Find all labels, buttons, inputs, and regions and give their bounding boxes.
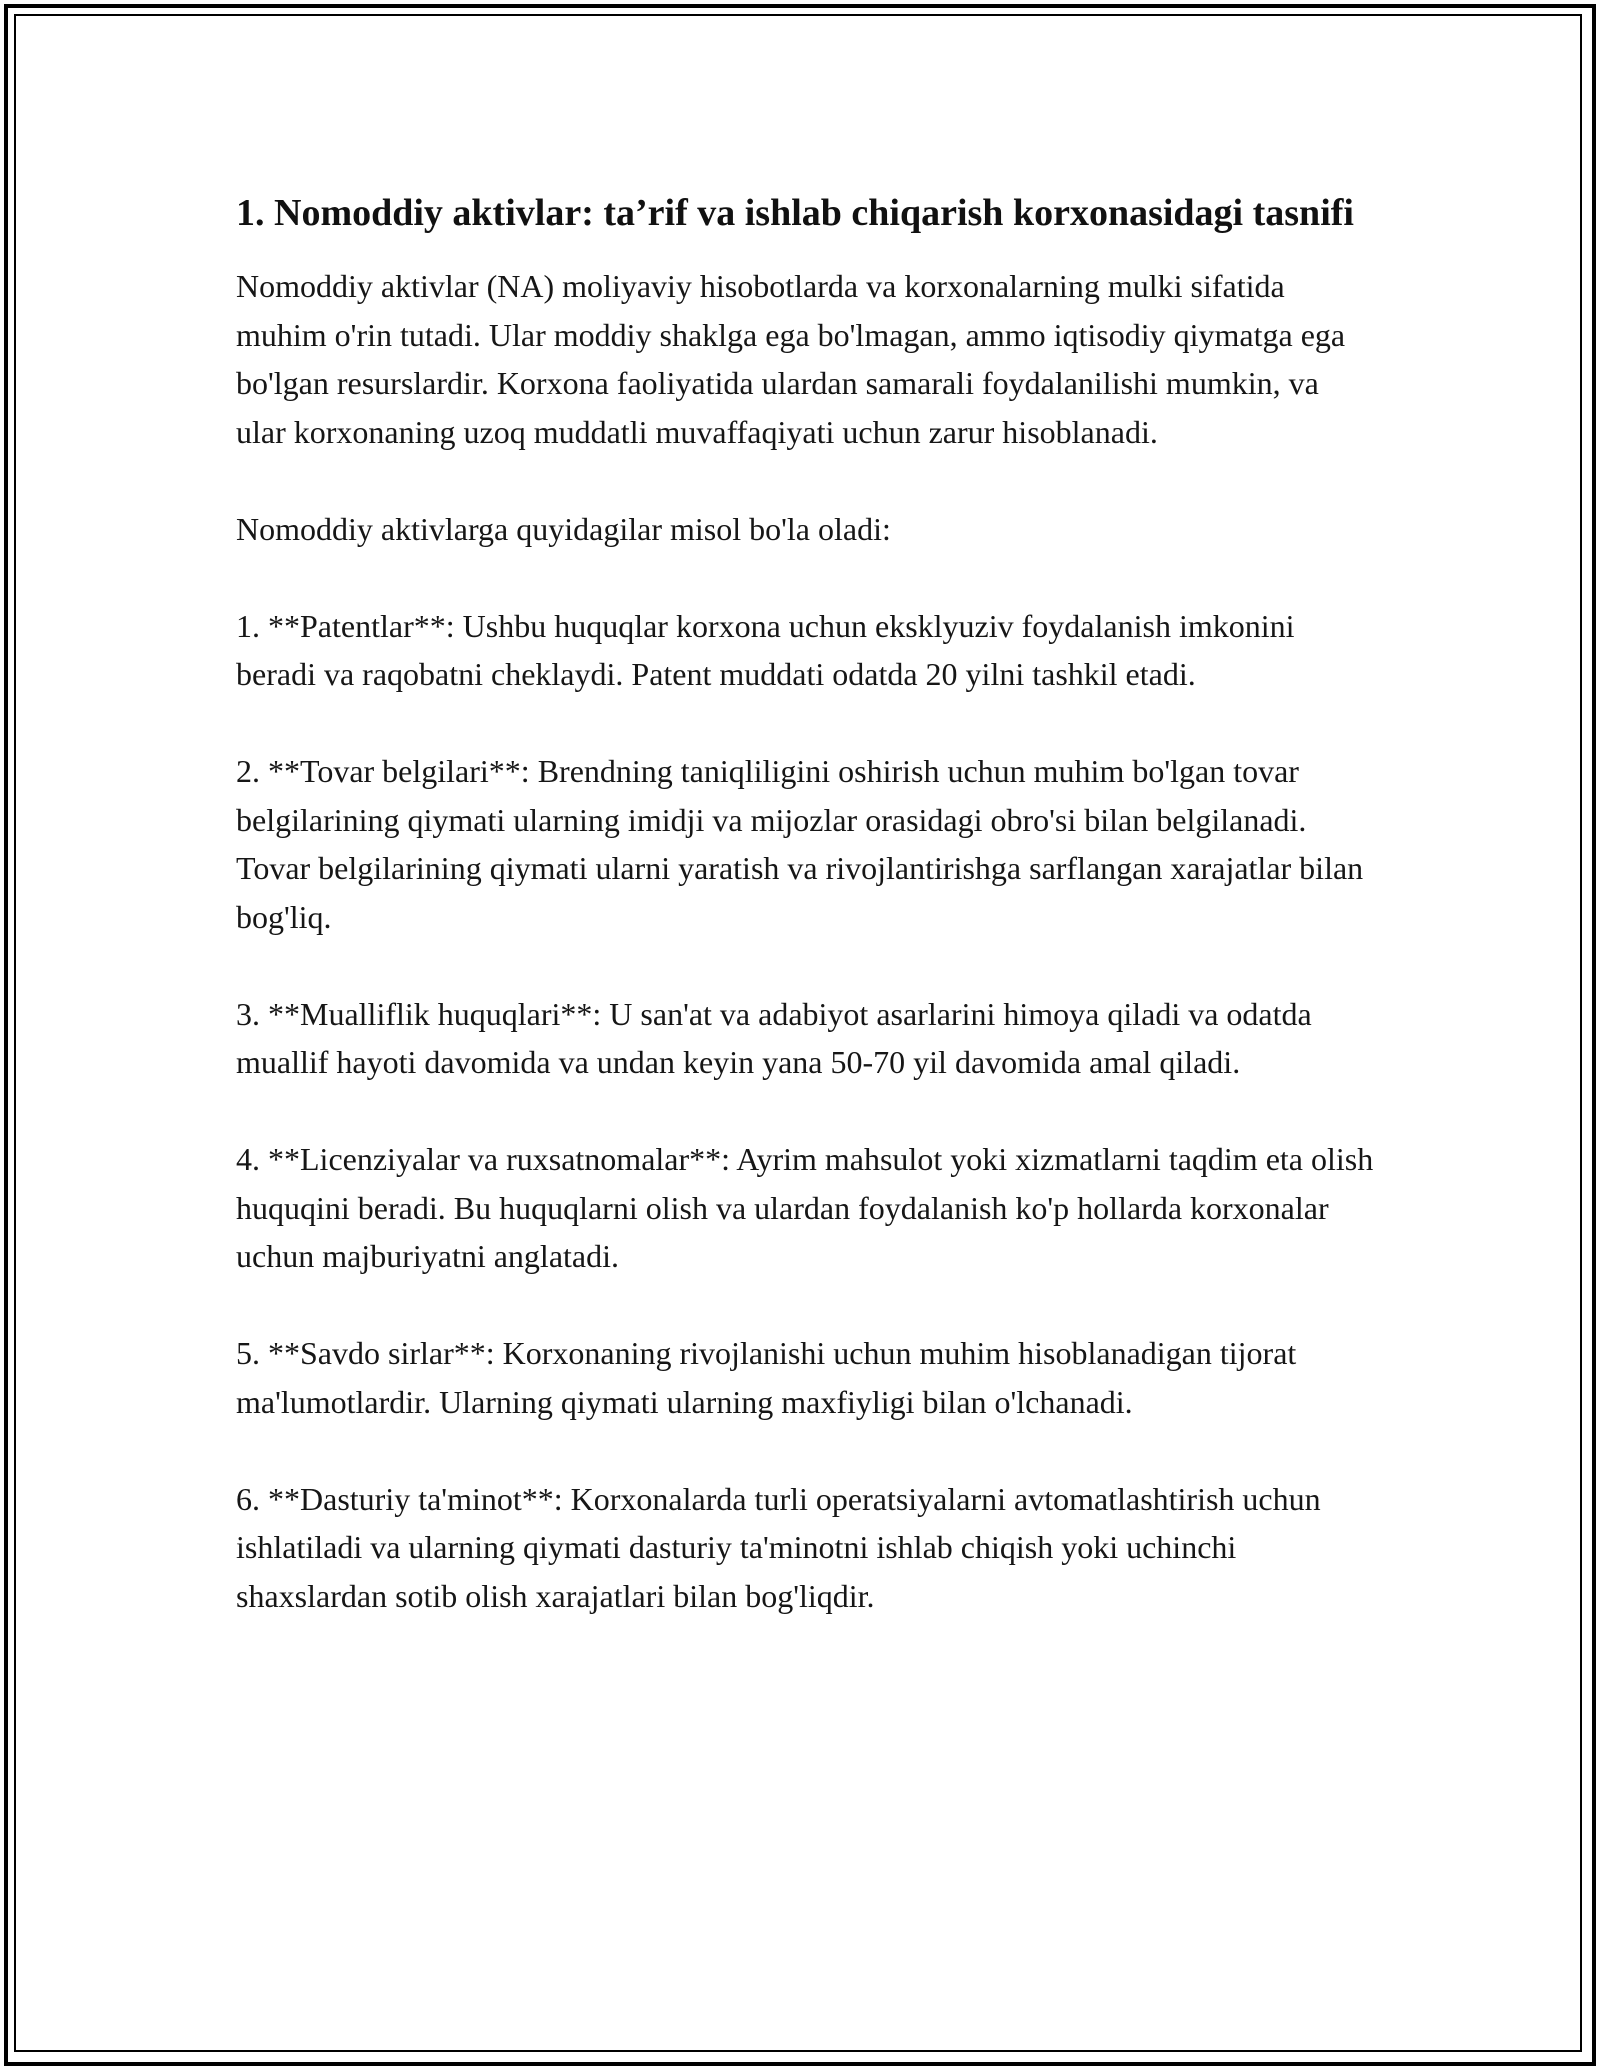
list-item-trademarks: 2. **Tovar belgilari**: Brendning taniqliligini oshirish uchun muhim bo'lgan tovar belgilarining qiymati ularning imidji va mijozlar orasidagi obro'si bilan belgilanadi. Tovar belgilarining qiymati ularni yaratish va rivojlantirishga sarflangan xarajatlar bilan bog'liq. bbox=[236, 753, 1364, 935]
list-item-copyrights: 3. **Mualliflik huquqlari**: U san'at va adabiyot asarlarini himoya qiladi va odatda muallif hayoti davomida va undan keyin yana 50-70 yil davomida amal qiladi. bbox=[236, 995, 1312, 1080]
section-title: 1. Nomoddiy aktivlar: ta’rif va ishlab chiqarish korxonasidagi tasnifi bbox=[236, 192, 1354, 234]
document-body bbox=[236, 186, 1376, 1669]
list-item-trade-secrets: 5. **Savdo sirlar**: Korxonaning rivojlanishi uchun muhim hisoblanadigan tijorat ma'lumotlardir. Ularning qiymati ularning maxfiyligi bilan o'lchanadi. bbox=[236, 1335, 1297, 1420]
list-item-patents: 1. **Patentlar**: Ushbu huquqlar korxona uchun eksklyuziv foydalanish imkonini beradi va raqobatni cheklaydi. Patent muddati odatda 20 yilni tashkil etadi. bbox=[236, 607, 1295, 692]
list-item-software: 6. **Dasturiy ta'minot**: Korxonalarda turli operatsiyalarni avtomatlashtirish uchun ishlatiladi va ularning qiymati dasturiy ta'minotni ishlab chiqish yoki uchinchi shaxslardan sotib olish xarajatlari bilan bog'liqdir. bbox=[236, 1480, 1321, 1614]
list-lead-paragraph: Nomoddiy aktivlarga quyidagilar misol bo'la oladi: bbox=[236, 510, 891, 547]
intro-paragraph: Nomoddiy aktivlar (NA) moliyaviy hisobotlarda va korxonalarning mulki sifatida muhim o'rin tutadi. Ular moddiy shaklga ega bo'lmagan, ammo iqtisodiy qiymatga ega bo'lgan resurslardir. Korxona faoliyatida ulardan samarali foydalanilishi mumkin, va ular korxonaning uzoq muddatli muvaffaqiyati uchun zarur hisoblanadi. bbox=[236, 268, 1346, 450]
list-item-licenses: 4. **Licenziyalar va ruxsatnomalar**: Ayrim mahsulot yoki xizmatlarni taqdim eta olish huquqini beradi. Bu huquqlarni olish va ulardan foydalanish ko'p hollarda korxonalar uchun majburiyatni anglatadi. bbox=[236, 1141, 1374, 1274]
